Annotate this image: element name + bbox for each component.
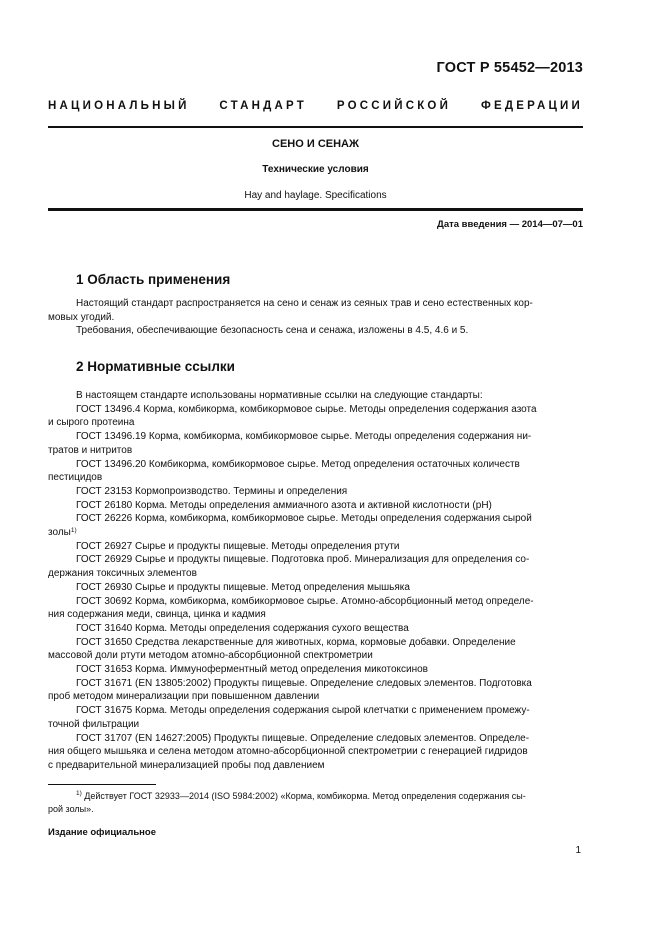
reference-continuation: с предварительной минерализацией пробы под давлением: [48, 759, 325, 771]
reference-intro: [76, 389, 584, 403]
reference-item: [48, 458, 584, 485]
footnote-text: Действует ГОСТ 32933—2014 (ISO 5984:2002) «Корма, комбикорма. Метод определения содержания сы-: [81, 791, 526, 801]
section-1-heading: 1 Область применения: [76, 272, 231, 287]
reference-item: [76, 499, 584, 513]
reference-continuation: [48, 526, 584, 540]
reference-line: ГОСТ 30692 Корма, комбикорма, комбикормовое сырье. Атомно-абсорбционный метод определе-: [76, 595, 534, 607]
reference-line: ГОСТ 26927 Сырье и продукты пищевые. Методы определения ртути: [76, 540, 400, 552]
paragraph-continuation: мовых угодий.: [48, 311, 115, 323]
reference-continuation: и сырого протеина: [48, 417, 135, 429]
reference-item: [48, 704, 584, 731]
paragraph-line: В настоящем стандарте использованы нормативные ссылки на следующие стандарты:: [76, 390, 483, 401]
reference-continuation: проб методом минерализации при повышенном давлении: [48, 691, 320, 703]
reference-item: [48, 636, 584, 663]
reference-continuation: тратов и нитритов: [48, 444, 133, 456]
header-rule-top: [48, 126, 583, 128]
reference-continuation: ния общего мышьяка и селена методом атомно-абсорбционной спектрометрии с генерацией гидридов: [48, 746, 528, 758]
paragraph: [76, 324, 584, 338]
reference-line: ГОСТ 23153 Кормопроизводство. Термины и определения: [76, 485, 348, 497]
national-standard-banner: НАЦИОНАЛЬНЫЙ СТАНДАРТ РОССИЙСКОЙ ФЕДЕРАЦИИ: [48, 100, 583, 112]
reference-line: ГОСТ 26930 Сырье и продукты пищевые. Метод определения мышьяка: [76, 581, 410, 593]
paragraph: [48, 297, 584, 324]
reference-line: ГОСТ 26180 Корма. Методы определения аммиачного азота и активной кислотности (рН): [76, 499, 492, 511]
footnote-marker: 1): [70, 527, 77, 535]
reference-line: ГОСТ 26929 Сырье и продукты пищевые. Подготовка проб. Минерализация для определения со-: [76, 554, 530, 566]
reference-continuation: ния содержания меди, свинца, цинка и кадмия: [48, 609, 266, 621]
document-title-ru: СЕНО И СЕНАЖ: [272, 138, 359, 150]
reference-item: [76, 581, 584, 595]
reference-line: ГОСТ 26226 Корма, комбикорма, комбикормовое сырье. Методы определения содержания сырой: [76, 513, 532, 525]
reference-item: [48, 512, 584, 539]
reference-item: [48, 732, 584, 773]
footnote: [48, 790, 584, 815]
paragraph-line: Настоящий стандарт распространяется на сено и сенаж из сеяных трав и сено естественных кор-: [76, 298, 533, 309]
reference-line: ГОСТ 13496.19 Корма, комбикорма, комбикормовое сырье. Методы определения содержания ни-: [76, 431, 532, 443]
official-edition-label: Издание официальное: [48, 827, 156, 838]
document-subtitle-ru: Технические условия: [262, 164, 369, 175]
section-1-body: [48, 297, 584, 338]
introduction-date: Дата введения — 2014—07—01: [437, 219, 583, 230]
reference-item: [76, 663, 584, 677]
reference-item: [76, 540, 584, 554]
paragraph-line: Требования, обеспечивающие безопасность сена и сенажа, изложены в 4.5, 4.6 и 5.: [76, 325, 469, 337]
document-title-en: Hay and haylage. Specifications: [244, 190, 387, 201]
reference-item: [48, 595, 584, 622]
reference-line: ГОСТ 31653 Корма. Иммуноферментный метод определения микотоксинов: [76, 664, 428, 676]
page-number: 1: [575, 845, 581, 856]
reference-continuation: точной фильтрации: [48, 718, 140, 730]
section-2-heading: 2 Нормативные ссылки: [76, 359, 235, 374]
reference-item: [76, 622, 584, 636]
reference-line: ГОСТ 31640 Корма. Методы определения содержания сухого вещества: [76, 622, 409, 634]
reference-line: ГОСТ 13496.4 Корма, комбикорма, комбикормовое сырье. Методы определения содержания азота: [76, 403, 537, 415]
reference-line: ГОСТ 31675 Корма. Методы определения содержания сырой клетчатки с применением промежу-: [76, 705, 530, 717]
reference-continuation: массовой доли ртути методом атомно-абсорбционной спектрометрии: [48, 650, 373, 662]
reference-continuation: держания токсичных элементов: [48, 568, 197, 580]
reference-line: ГОСТ 13496.20 Комбикорма, комбикормовое сырье. Метод определения остаточных количеств: [76, 458, 520, 470]
header-rule-bottom: [48, 208, 583, 211]
reference-item: [76, 485, 584, 499]
footnote-rule: [48, 784, 156, 785]
section-2-body: [48, 389, 584, 773]
reference-continuation: пестицидов: [48, 472, 103, 484]
reference-item: [48, 553, 584, 580]
reference-item: [48, 430, 584, 457]
reference-item: [48, 677, 584, 704]
footnote-continuation: рой золы».: [48, 803, 94, 814]
reference-line: ГОСТ 31707 (EN 14627:2005) Продукты пищевые. Определение следовых элементов. Определе-: [76, 732, 530, 744]
reference-continuation-text: золы: [48, 527, 71, 539]
reference-line: ГОСТ 31671 (EN 13805:2002) Продукты пищевые. Определение следовых элементов. Подготовка: [76, 677, 532, 689]
reference-line: ГОСТ 31650 Средства лекарственные для животных, корма, кормовые добавки. Определение: [76, 636, 516, 648]
footnote-marker: 1): [76, 790, 82, 797]
reference-item: [48, 403, 584, 430]
document-code: ГОСТ Р 55452—2013: [436, 60, 583, 76]
